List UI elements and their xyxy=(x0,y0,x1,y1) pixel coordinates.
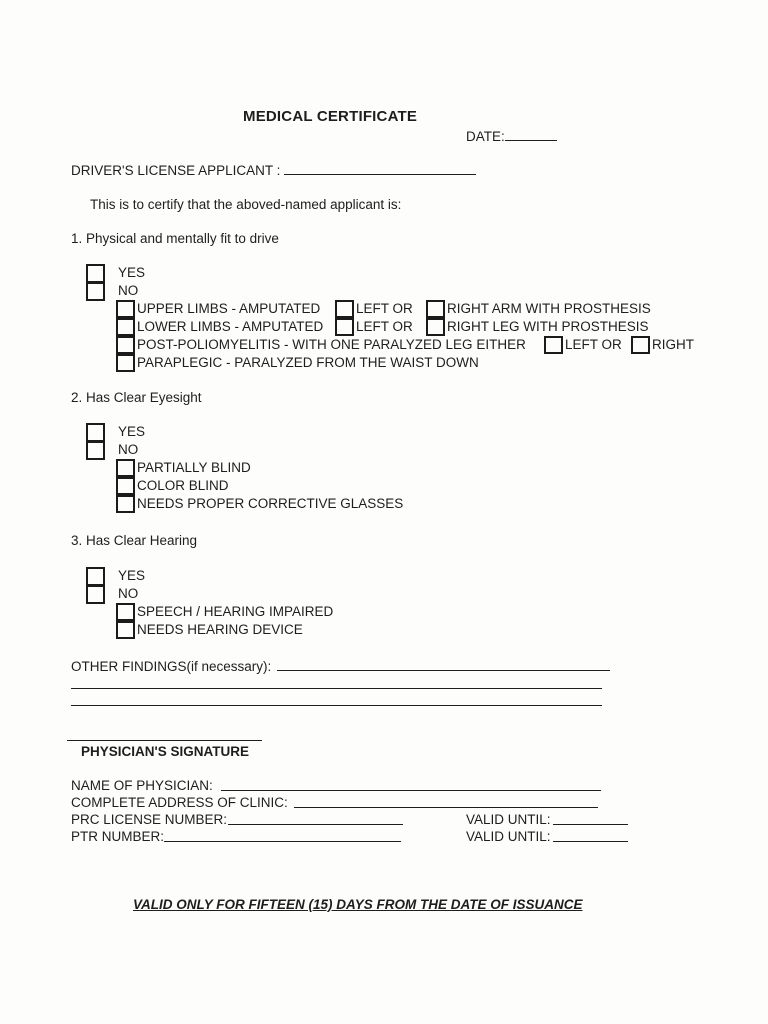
physical-heading: 1. Physical and mentally fit to drive xyxy=(71,231,279,246)
partially-blind-label: PARTIALLY BLIND xyxy=(137,460,251,475)
page-title: MEDICAL CERTIFICATE xyxy=(243,108,418,125)
valid-until-line-1[interactable] xyxy=(553,824,628,825)
hearing-device-checkbox[interactable] xyxy=(116,621,135,639)
upper-left-checkbox[interactable] xyxy=(335,300,354,318)
eyesight-no-label: NO xyxy=(118,442,139,457)
hearing-no-checkbox[interactable] xyxy=(86,585,105,604)
other-findings-line-2[interactable] xyxy=(71,688,602,689)
upper-limbs-label: UPPER LIMBS - AMPUTATED xyxy=(137,301,321,316)
hearing-yes-label: YES xyxy=(118,568,146,583)
lower-left-checkbox[interactable] xyxy=(335,318,354,336)
polio-label: POST-POLIOMYELITIS - WITH ONE PARALYZED LEG EITHER xyxy=(137,337,526,352)
upper-left-label: LEFT OR xyxy=(356,301,413,316)
lower-left-label: LEFT OR xyxy=(356,319,413,334)
applicant-label: DRIVER'S LICENSE APPLICANT : xyxy=(71,163,281,178)
hearing-device-label: NEEDS HEARING DEVICE xyxy=(137,622,303,637)
certify-text: This is to certify that the aboved-named applicant is: xyxy=(90,197,402,212)
other-findings-label: OTHER FINDINGS(if necessary): xyxy=(71,659,272,674)
paraplegic-label: PARAPLEGIC - PARALYZED FROM THE WAIST DOWN xyxy=(137,355,479,370)
polio-right-label: RIGHT xyxy=(652,337,694,352)
clinic-address-line[interactable] xyxy=(294,807,598,808)
lower-limbs-label: LOWER LIMBS - AMPUTATED xyxy=(137,319,324,334)
eyesight-no-checkbox[interactable] xyxy=(86,441,105,460)
clinic-address-label: COMPLETE ADDRESS OF CLINIC: xyxy=(71,795,288,810)
other-findings-line-1[interactable] xyxy=(277,670,610,671)
prc-label: PRC LICENSE NUMBER: xyxy=(71,812,228,827)
color-blind-label: COLOR BLIND xyxy=(137,478,229,493)
physical-yes-label: YES xyxy=(118,265,146,280)
eyesight-yes-label: YES xyxy=(118,424,146,439)
physical-no-checkbox[interactable] xyxy=(86,282,105,301)
polio-checkbox[interactable] xyxy=(116,336,135,354)
eyesight-heading: 2. Has Clear Eyesight xyxy=(71,390,202,405)
partially-blind-checkbox[interactable] xyxy=(116,459,135,477)
ptr-line[interactable] xyxy=(164,841,401,842)
hearing-yes-checkbox[interactable] xyxy=(86,567,105,586)
upper-right-label: RIGHT ARM WITH PROSTHESIS xyxy=(447,301,651,316)
polio-left-checkbox[interactable] xyxy=(544,336,563,354)
prc-line[interactable] xyxy=(228,824,403,825)
valid-until-label-1: VALID UNTIL: xyxy=(466,812,551,827)
physical-no-label: NO xyxy=(118,283,139,298)
lower-right-label: RIGHT LEG WITH PROSTHESIS xyxy=(447,319,649,334)
lower-limbs-checkbox[interactable] xyxy=(116,318,135,336)
date-label: DATE: xyxy=(466,129,505,144)
lower-right-checkbox[interactable] xyxy=(426,318,445,336)
glasses-checkbox[interactable] xyxy=(116,495,135,513)
eyesight-yes-checkbox[interactable] xyxy=(86,423,105,442)
speech-checkbox[interactable] xyxy=(116,603,135,621)
color-blind-checkbox[interactable] xyxy=(116,477,135,495)
physical-yes-checkbox[interactable] xyxy=(86,264,105,283)
ptr-label: PTR NUMBER: xyxy=(71,829,165,844)
physician-name-label: NAME OF PHYSICIAN: xyxy=(71,778,213,793)
applicant-field xyxy=(71,162,476,179)
hearing-heading: 3. Has Clear Hearing xyxy=(71,533,198,548)
hearing-no-label: NO xyxy=(118,586,139,601)
polio-right-checkbox[interactable] xyxy=(631,336,650,354)
paraplegic-checkbox[interactable] xyxy=(116,354,135,372)
signature-label: PHYSICIAN'S SIGNATURE xyxy=(81,744,249,759)
upper-limbs-checkbox[interactable] xyxy=(116,300,135,318)
physician-name-line[interactable] xyxy=(221,790,601,791)
valid-until-line-2[interactable] xyxy=(553,841,628,842)
valid-until-label-2: VALID UNTIL: xyxy=(466,829,551,844)
polio-left-label: LEFT OR xyxy=(565,337,622,352)
applicant-input[interactable] xyxy=(284,162,476,175)
date-input[interactable] xyxy=(505,128,557,141)
upper-right-checkbox[interactable] xyxy=(426,300,445,318)
signature-line[interactable] xyxy=(67,740,262,741)
date-field xyxy=(466,128,557,145)
speech-label: SPEECH / HEARING IMPAIRED xyxy=(137,604,334,619)
other-findings-line-3[interactable] xyxy=(71,705,602,706)
validity-note: VALID ONLY FOR FIFTEEN (15) DAYS FROM THE DATE OF ISSUANCE xyxy=(133,897,583,912)
glasses-label: NEEDS PROPER CORRECTIVE GLASSES xyxy=(137,496,404,511)
